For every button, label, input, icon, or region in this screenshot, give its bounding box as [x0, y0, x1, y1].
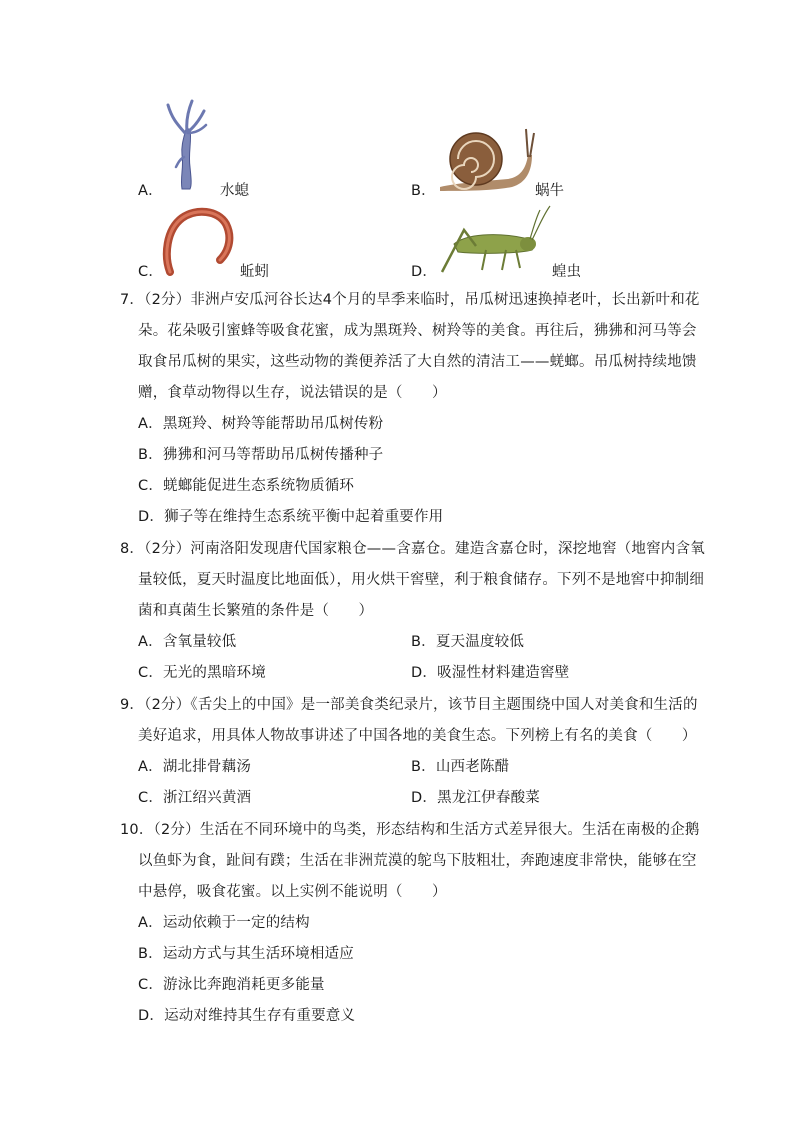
- question-stem-line: 美好追求，用具体人物故事讲述了中国各地的美食生态。下列榜上有名的美食（ ）: [138, 728, 697, 744]
- option-letter: B．: [411, 183, 436, 199]
- locust-image: [436, 204, 552, 276]
- question-stem-line: 赠，食草动物得以生存，说法错误的是（ ）: [138, 385, 447, 401]
- option-d[interactable]: D．黑龙江伊春酸菜: [411, 790, 540, 806]
- question-stem-line: 9．（2分）《舌尖上的中国》是一部美食类纪录片，该节目主题围绕中国人对美食和生活的: [120, 697, 698, 713]
- option-caption: 蝗虫: [552, 264, 581, 280]
- option-letter: D．: [411, 264, 438, 280]
- option-caption: 蜗牛: [535, 183, 564, 199]
- option-caption: 蚯蚓: [240, 264, 269, 280]
- earthworm-image: [160, 206, 238, 276]
- question-stem-line: 中悬停，吸食花蜜。以上实例不能说明（ ）: [138, 884, 447, 900]
- question-stem-line: 菌和真菌生长繁殖的条件是（ ）: [138, 603, 374, 619]
- option-a[interactable]: A．湖北排骨藕汤: [138, 759, 252, 775]
- question-stem-line: 10．（2分）生活在不同环境中的鸟类，形态结构和生活方式差异很大。生活在南极的企鹅: [120, 822, 700, 838]
- question-stem-line: 以鱼虾为食，趾间有蹼；生活在非洲荒漠的鸵鸟下肢粗壮，奔跑速度非常快，能够在空: [138, 853, 697, 869]
- option-letter: C．: [138, 264, 164, 280]
- question-stem-line: 8．（2分）河南洛阳发现唐代国家粮仓——含嘉仓。建造含嘉仓时，深挖地窖（地窖内含氧: [120, 541, 705, 557]
- option-a[interactable]: A．含氧量较低: [138, 634, 237, 650]
- option-c[interactable]: C．游泳比奔跑消耗更多能量: [138, 977, 325, 993]
- snail-image: [436, 125, 536, 193]
- question-stem-line: 量较低，夏天时温度比地面低），用火烘干窖壁，利于粮食储存。下列不是地窖中抑制细: [138, 572, 705, 588]
- option-a[interactable]: A．运动依赖于一定的结构: [138, 915, 310, 931]
- option-d[interactable]: D．运动对维持其生存有重要意义: [138, 1008, 356, 1024]
- hydra-image: [162, 97, 210, 193]
- option-a[interactable]: A．黑斑羚、树羚等能帮助吊瓜树传粉: [138, 416, 384, 432]
- option-caption: 水螅: [220, 183, 249, 199]
- option-b[interactable]: B．狒狒和河马等帮助吊瓜树传播种子: [138, 447, 384, 463]
- question-stem-line: 取食吊瓜树的果实，这些动物的粪便养活了大自然的清洁工——蜣螂。吊瓜树持续地馈: [138, 354, 697, 370]
- option-c[interactable]: C．无光的黑暗环境: [138, 665, 266, 681]
- option-d[interactable]: D．吸湿性材料建造窖壁: [411, 665, 570, 681]
- option-letter: A．: [138, 183, 163, 199]
- option-b[interactable]: B．夏天温度较低: [411, 634, 525, 650]
- option-b[interactable]: B．运动方式与其生活环境相适应: [138, 946, 354, 962]
- option-b[interactable]: B．山西老陈醋: [411, 759, 510, 775]
- question-stem-line: 7．（2分）非洲卢安瓜河谷长达4个月的旱季来临时，吊瓜树迅速换掉老叶，长出新叶和花: [120, 292, 700, 308]
- question-stem-line: 朵。花朵吸引蜜蜂等吸食花蜜，成为黑斑羚、树羚等的美食。再往后，狒狒和河马等会: [138, 323, 697, 339]
- option-c[interactable]: C．蜣螂能促进生态系统物质循环: [138, 478, 355, 494]
- option-d[interactable]: D．狮子等在维持生态系统平衡中起着重要作用: [138, 509, 444, 525]
- option-c[interactable]: C．浙江绍兴黄酒: [138, 790, 252, 806]
